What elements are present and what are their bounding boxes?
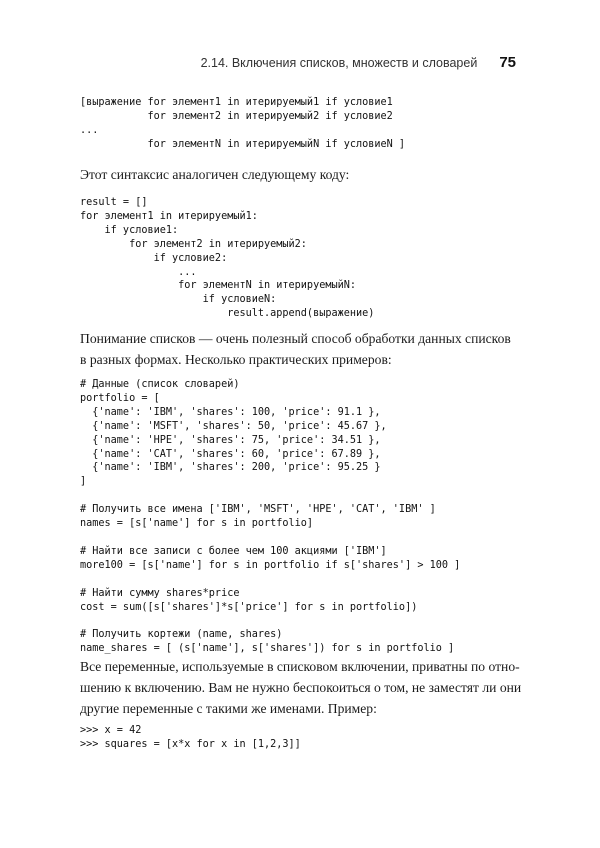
code-line: names = [s['name'] for s in portfolio] [80,518,314,530]
text-line: в разных формах. Несколько практических примеров: [80,352,392,367]
code-block-portfolio-examples [80,378,460,656]
text-line: Все переменные, используемые в списковом включении, приватны по отно- [80,659,520,674]
code-line: result.append(выражение) [80,308,375,320]
code-line: for элемент1 in итерируемый1: [80,210,258,222]
code-line: # Получить кортежи (name, shares) [80,629,283,641]
code-line: {'name': 'IBM', 'shares': 100, 'price': 91.1 }, [80,406,381,418]
code-line: {'name': 'CAT', 'shares': 60, 'price': 67.89 }, [80,448,381,460]
code-line: if условиеN: [80,294,277,306]
code-line: # Получить все имена ['IBM', 'MSFT', 'HPE', 'CAT', 'IBM' ] [80,504,436,516]
code-line: {'name': 'IBM', 'shares': 200, 'price': 95.25 } [80,462,381,474]
code-line: result = [] [80,197,148,208]
code-line: for элементN in итерируемыйN: [80,280,357,292]
text-line: другие переменные с такими же именами. Пример: [80,701,377,716]
code-line: name_shares = [ (s['name'], s['shares']) for s in portfolio ] [80,643,455,655]
code-line: >>> squares = [x*x for x in [1,2,3]] [80,738,301,750]
code-line: [выражение for элемент1 in итерируемый1 if условие1 [80,97,393,108]
code-block-repl-example [80,724,301,752]
page-number: 75 [499,54,516,71]
code-line: cost = sum([s['shares']*s['price'] for s in portfolio]) [80,601,418,613]
code-line: ... [80,266,197,278]
code-line: # Данные (список словарей) [80,379,240,390]
paragraph-private-variables [80,656,520,719]
code-line: for элемент2 in итерируемый2 if условие2 [80,110,393,122]
code-line: # Найти сумму shares*price [80,587,240,599]
running-header [80,54,516,71]
text-line: шению к включению. Вам не нужно беспокоиться о том, не заместят ли они [80,680,522,695]
code-line: ... [80,124,99,136]
section-title: 2.14. Включения списков, множеств и словарей [200,56,478,70]
code-line: >>> x = 42 [80,725,142,736]
code-line: {'name': 'MSFT', 'shares': 50, 'price': 45.67 }, [80,420,387,432]
code-line: for элементN in итерируемыйN if условиеN ] [80,138,406,150]
code-block-nested-loops [80,196,374,321]
code-block-comprehension-syntax [80,96,405,152]
text-line: Понимание списков — очень полезный способ обработки данных списков [80,331,511,346]
text-line: Этот синтаксис аналогичен следующему коду: [80,167,350,182]
code-line: if условие2: [80,252,228,264]
code-line: # Найти все записи с более чем 100 акциями ['IBM'] [80,545,387,557]
code-line: portfolio = [ [80,392,160,404]
code-line: for элемент2 in итерируемый2: [80,238,307,250]
code-line: more100 = [s['name'] for s in portfolio if s['shares'] > 100 ] [80,559,461,571]
paragraph-equivalent-code [80,164,520,185]
paragraph-list-comprehension-intro [80,328,520,370]
code-line: ] [80,476,87,488]
code-line: if условие1: [80,224,179,236]
code-line: {'name': 'HPE', 'shares': 75, 'price': 34.51 }, [80,434,381,446]
